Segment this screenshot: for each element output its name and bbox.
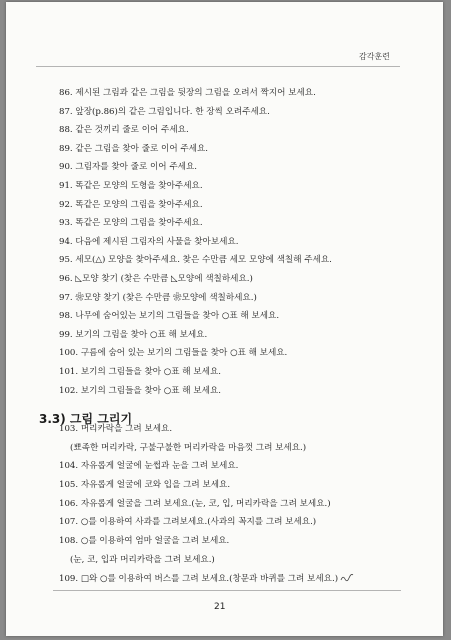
list-item: 88. 같은 것끼리 줄로 이어 주세요.	[59, 125, 189, 136]
list-item: 98. 나무에 숨어있는 보기의 그림들을 찾아 ○표 해 보세요.	[59, 311, 280, 322]
activity-list-a	[59, 84, 409, 400]
list-item: 92. 똑같은 모양의 그림을 찾아주세요.	[59, 199, 203, 210]
running-header: 감각훈련	[359, 52, 390, 61]
header-rule	[36, 66, 400, 67]
list-item: 90. 그림자를 찾아 줄로 이어 주세요.	[59, 162, 197, 173]
list-item: 103. 머리카락을 그려 보세요.	[59, 424, 173, 434]
footer-rule	[53, 590, 401, 591]
list-item-text: 109. □와 ○를 이용하여 버스를 그려 보세요.(창문과 바퀴를 그려 보세요.)	[59, 573, 339, 584]
list-item: 97. ❀모양 찾기 (찾은 수만큼 ❀모양에 색칠하세요.)	[59, 292, 257, 303]
list-item: 87. 앞장(p.86)의 같은 그림입니다. 한 장씩 오려주세요.	[59, 106, 270, 117]
list-item: 91. 똑같은 모양의 도형을 찾아주세요.	[59, 180, 203, 191]
list-item: 104. 자유롭게 얼굴에 눈썹과 눈을 그려 보세요.	[59, 461, 239, 472]
section-heading: 3.3) 그림 그리기	[39, 412, 133, 426]
list-item: 96. ◺모양 찾기 (찾은 수만큼 ◺모양에 색칠하세요.)	[59, 273, 253, 284]
list-item: 108. ○를 이용하여 엄마 얼굴을 그려 보세요.	[59, 536, 230, 547]
list-item: 99. 보기의 그림을 찾아 ○표 해 보세요.	[59, 329, 208, 340]
list-item: 89. 같은 그림을 찾아 줄로 이어 주세요.	[59, 143, 209, 154]
list-item: 101. 보기의 그림들을 찾아 ○표 해 보세요.	[59, 366, 221, 377]
handwritten-mark-icon	[340, 573, 354, 583]
list-item: 102. 보기의 그림들을 찾아 ○표 해 보세요.	[59, 385, 221, 396]
list-item: 107. ○를 이용하여 사과를 그려보세요.(사과의 꼭지를 그려 보세요.)	[59, 517, 317, 528]
list-item-continuation: (뾰족한 머리카락, 구불구불한 머리카락을 마음껏 그려 보세요.)	[70, 442, 307, 453]
list-item: 93. 똑같은 모양의 그림을 찾아주세요.	[59, 218, 203, 229]
page-number: 21	[214, 602, 226, 612]
list-item: 106. 자유롭게 얼굴을 그려 보세요.(눈, 코, 입, 머리카락을 그려 보세요.)	[59, 498, 331, 509]
list-item: 94. 다음에 제시된 그림자의 사물을 찾아보세요.	[59, 236, 239, 247]
activity-list-b	[59, 420, 419, 588]
document-page	[6, 2, 443, 636]
list-item: 105. 자유롭게 얼굴에 코와 입을 그려 보세요.	[59, 480, 231, 491]
list-item: 100. 구름에 숨어 있는 보기의 그림들을 찾아 ○표 해 보세요.	[59, 348, 288, 359]
list-item: 95. 세모(△) 모양을 찾아주세요. 찾은 수만큼 세모 모양에 색칠해 주세요.	[59, 255, 332, 266]
list-item-with-mark	[59, 570, 419, 589]
list-item: 86. 제시된 그림과 같은 그림을 뒷장의 그림을 오려서 짝지어 보세요.	[59, 88, 316, 98]
list-item-continuation: (눈, 코, 입과 머리카락을 그려 보세요.)	[70, 554, 215, 565]
